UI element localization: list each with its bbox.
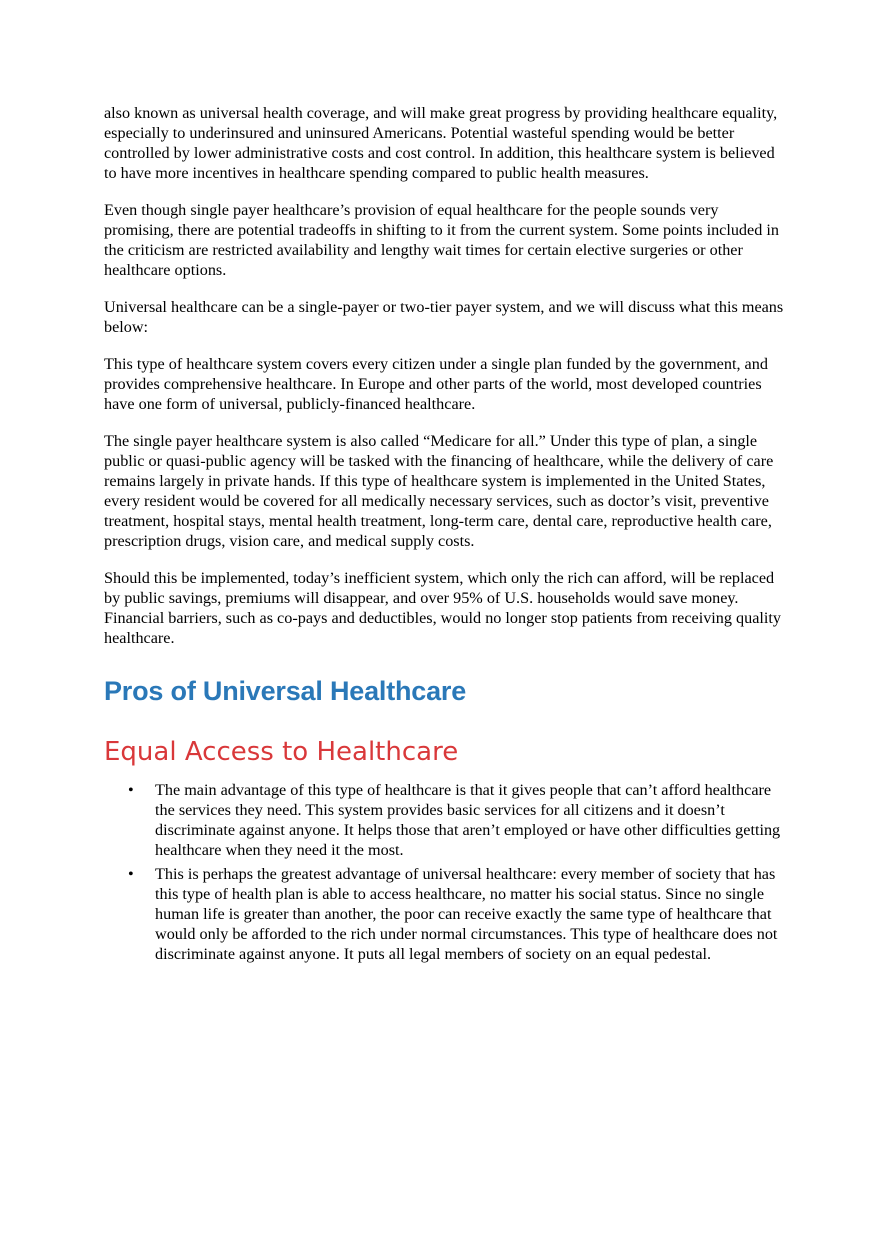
sub-heading-equal-access: Equal Access to Healthcare bbox=[104, 737, 459, 767]
list-item-text: This is perhaps the greatest advantage of universal healthcare: every member of society that has this type of health plan is able to access healthcare, no matter his social status. Since no single human life is greater than another, the poor can receive exactly the same type of healthcare that would only be afforded to the rich under normal circumstances. This type of healthcare does not discriminate against anyone. It puts all legal members of society on an equal pedestal. bbox=[155, 865, 778, 963]
bullet-list bbox=[104, 780, 784, 964]
section-heading-pros: Pros of Universal Healthcare bbox=[104, 676, 467, 706]
paragraph-tradeoffs: Even though single payer healthcare’s provision of equal healthcare for the people sounds very promising, there are potential tradeoffs in shifting to it from the current system. Some points included in the criticism are restricted availability and lengthy wait times for certain elective surgeries or other healthcare options. bbox=[104, 201, 779, 279]
paragraph-single-plan: This type of healthcare system covers every citizen under a single plan funded by the government, and provides comprehensive healthcare. In Europe and other parts of the world, most developed countries have one form of universal, publicly-financed healthcare. bbox=[104, 355, 768, 413]
list-item-text: The main advantage of this type of healthcare is that it gives people that can’t afford healthcare the services they need. This system provides basic services for all citizens and it doesn’t discriminate against anyone. It helps those that aren’t employed or have other difficulties getting healthcare when they need it the most. bbox=[155, 781, 781, 859]
list-item bbox=[104, 864, 784, 964]
bullet-icon: • bbox=[128, 781, 134, 799]
paragraph-public-savings: Should this be implemented, today’s inefficient system, which only the rich can afford, will be replaced by public savings, premiums will disappear, and over 95% of U.S. households would save money. Financial barriers, such as co-pays and deductibles, would no longer stop patients from receiving quality healthcare. bbox=[104, 569, 781, 647]
paragraph-medicare-for-all: The single payer healthcare system is also called “Medicare for all.” Under this type of plan, a single public or quasi-public agency will be tasked with the financing of healthcare, while the delivery of care remains largely in private hands. If this type of healthcare system is implemented in the United States, every resident would be covered for all medically necessary services, such as doctor’s visit, preventive treatment, hospital stays, mental health treatment, long-term care, dental care, reproductive health care, prescription drugs, vision care, and medical supply costs. bbox=[104, 432, 774, 550]
paragraph-universal-coverage: also known as universal health coverage, and will make great progress by providing healthcare equality, especially to underinsured and uninsured Americans. Potential wasteful spending would be better controlled by lower administrative costs and cost control. In addition, this healthcare system is believed to have more incentives in healthcare spending compared to public health measures. bbox=[104, 104, 778, 182]
list-item bbox=[104, 780, 784, 860]
paragraph-payer-systems: Universal healthcare can be a single-payer or two-tier payer system, and we will discuss what this means below: bbox=[104, 298, 784, 336]
bullet-icon: • bbox=[128, 865, 134, 883]
document-page bbox=[104, 103, 784, 968]
